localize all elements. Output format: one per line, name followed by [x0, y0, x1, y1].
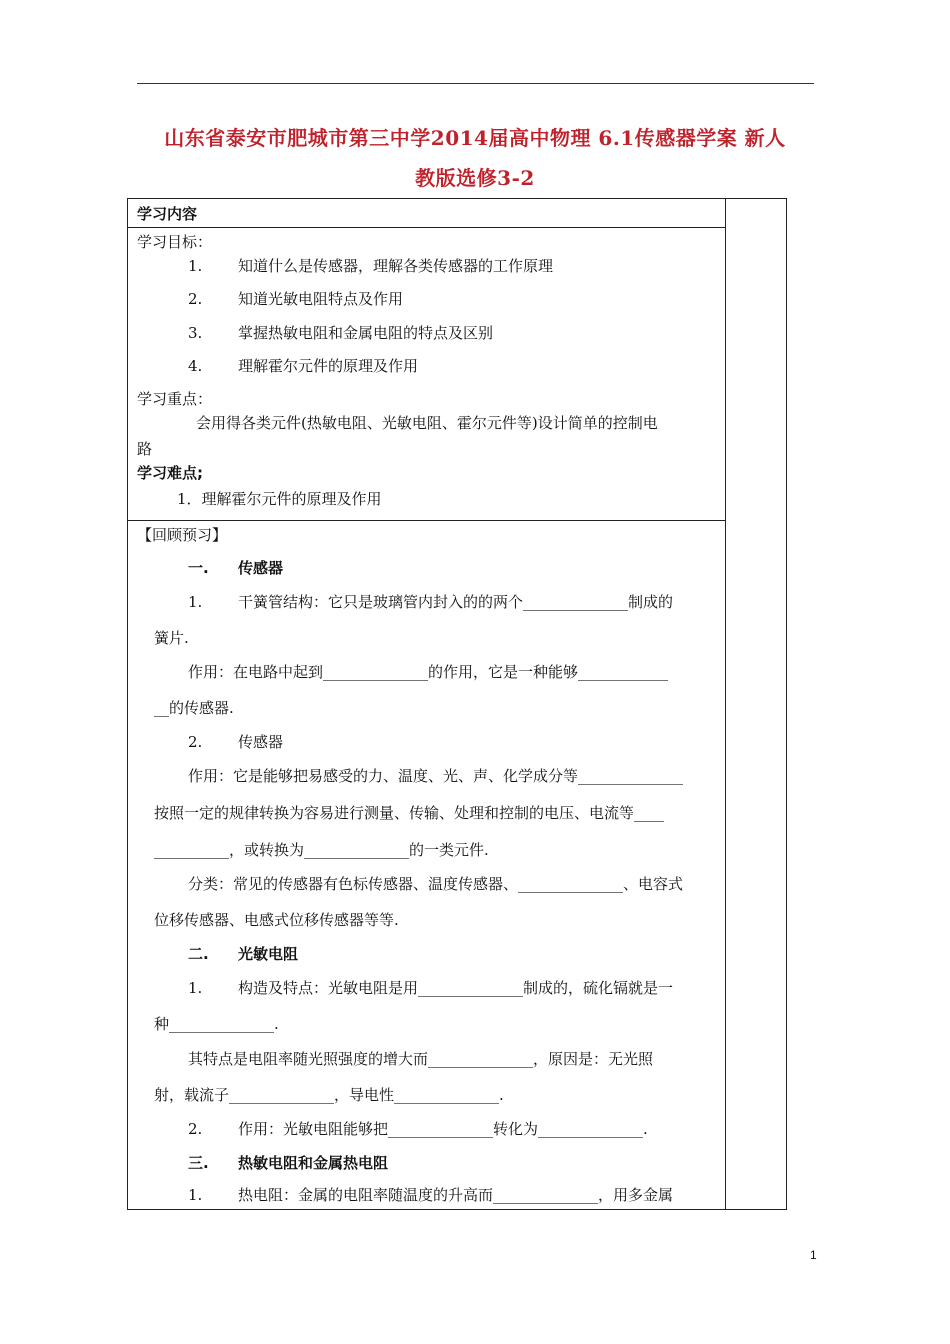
section-title: 光敏电阻 — [238, 945, 299, 963]
goal-text: 掌握热敏电阻和金属电阻的特点及区别 — [238, 324, 494, 342]
photoresistor-line-3: 其特点是电阻率随光照强度的增大而______________，原因是：无光照 — [188, 1050, 654, 1068]
difficulty-heading: 学习难点; — [137, 464, 203, 482]
right-column-divider — [725, 199, 726, 1209]
goal-item-4 — [188, 356, 418, 376]
item-number: 1. — [188, 1186, 203, 1204]
goal-text: 理解霍尔元件的原理及作用 — [238, 357, 419, 375]
goal-number: 1. — [188, 257, 203, 275]
item-text: 构造及特点：光敏电阻是用______________制成的，硫化镉就是一 — [238, 979, 674, 997]
section-title: 传感器 — [238, 559, 284, 577]
sensor-class-line-2: 位移传感器、电感式位移传感器等等. — [154, 911, 399, 929]
title-line-1: 山东省泰安市肥城市第三中学2014届高中物理 6.1传感器学案 新人 — [164, 126, 786, 150]
section-divider — [128, 520, 725, 521]
photoresistor-line-1 — [188, 978, 673, 998]
reed-switch-function-line-2: __的传感器. — [154, 699, 234, 717]
section-number: 二. — [188, 945, 209, 963]
section-title: 热敏电阻和金属热电阻 — [238, 1154, 389, 1172]
item-number: 1. — [188, 979, 203, 997]
goal-number: 4. — [188, 357, 203, 375]
header-row-divider — [128, 227, 725, 228]
header-label: 学习内容 — [137, 205, 198, 223]
item-text: 传感器 — [238, 733, 284, 751]
sensor-function-line-3: __________，或转换为______________的一类元件. — [154, 841, 489, 859]
review-heading: 【回顾预习】 — [137, 526, 228, 544]
sensor-subheading — [188, 732, 283, 752]
reed-switch-line-2: 簧片. — [154, 629, 189, 647]
section-2-heading — [188, 944, 298, 964]
focus-text-line-1: 会用得各类元件(热敏电阻、光敏电阻、霍尔元件等)设计简单的控制电 — [196, 414, 658, 432]
goal-number: 2. — [188, 290, 203, 308]
reed-switch-function-line-1: 作用：在电路中起到______________的作用，它是一种能够____________ — [188, 663, 669, 681]
goal-item-1 — [188, 256, 553, 276]
focus-heading: 学习重点： — [137, 390, 213, 408]
item-number: 2. — [188, 1120, 203, 1138]
header-rule — [137, 83, 814, 84]
sensor-function-line-1: 作用：它是能够把易感受的力、温度、光、声、化学成分等______________ — [188, 767, 684, 785]
item-number: 2. — [188, 733, 203, 751]
thermal-resistor-line-1 — [188, 1185, 673, 1205]
worksheet-table — [127, 198, 787, 1210]
photoresistor-function — [188, 1119, 648, 1139]
item-text: 作用：光敏电阻能够把______________转化为______________. — [238, 1120, 648, 1138]
goal-item-2 — [188, 289, 403, 309]
goal-text: 知道光敏电阻特点及作用 — [238, 290, 404, 308]
section-3-heading — [188, 1153, 388, 1173]
item-text: 干簧管结构：它只是玻璃管内封入的的两个______________制成的 — [238, 593, 674, 611]
photoresistor-line-4: 射，载流子______________，导电性______________. — [154, 1086, 504, 1104]
page-number: 1 — [810, 1248, 817, 1262]
sensor-function-line-2: 按照一定的规律转换为容易进行测量、传输、处理和控制的电压、电流等____ — [154, 804, 665, 822]
section-number: 一. — [188, 559, 209, 577]
reed-switch-line-1 — [188, 592, 673, 612]
sensor-class-line-1: 分类：常见的传感器有色标传感器、温度传感器、______________、电容式 — [188, 875, 684, 893]
section-1-heading — [188, 558, 283, 578]
section-number: 三. — [188, 1154, 209, 1172]
focus-text-line-2: 路 — [137, 440, 153, 458]
goal-item-3 — [188, 323, 493, 343]
item-text: 热电阻：金属的电阻率随温度的升高而______________，用多金属 — [238, 1186, 674, 1204]
document-title — [130, 118, 820, 198]
title-line-2: 教版选修3-2 — [415, 166, 535, 190]
photoresistor-line-2: 种______________. — [154, 1015, 279, 1033]
goal-text: 知道什么是传感器，理解各类传感器的工作原理 — [238, 257, 554, 275]
goal-number: 3. — [188, 324, 203, 342]
difficulty-item: 1．理解霍尔元件的原理及作用 — [177, 490, 382, 508]
goals-heading: 学习目标： — [137, 233, 213, 251]
item-number: 1. — [188, 593, 203, 611]
